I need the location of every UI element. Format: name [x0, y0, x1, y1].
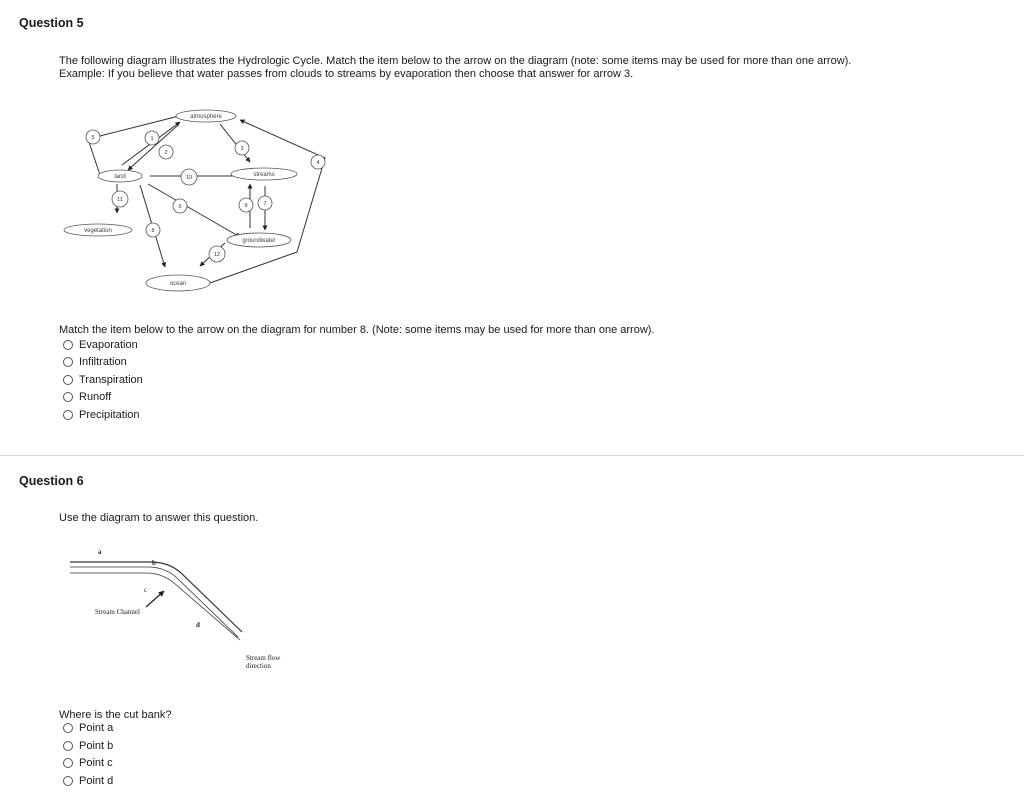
q6-prompt: Use the diagram to answer this question. — [59, 512, 259, 524]
q5-option-transpiration[interactable] — [63, 372, 143, 388]
radio-button[interactable] — [63, 776, 73, 786]
q6-option-point-a[interactable] — [63, 720, 113, 736]
point-b-label: b — [152, 559, 156, 567]
hydrologic-cycle-diagram — [60, 100, 350, 300]
option-label: Point c — [79, 757, 113, 769]
radio-button[interactable] — [63, 758, 73, 768]
radio-button[interactable] — [63, 410, 73, 420]
arrow-label-5: 5 — [91, 135, 95, 141]
radio-button[interactable] — [63, 375, 73, 385]
arrow-5 — [88, 115, 183, 175]
q5-option-precipitation[interactable] — [63, 407, 140, 423]
question-6-title: Question 6 — [19, 474, 84, 488]
q5-prompt-line1: The following diagram illustrates the Hydrologic Cycle. Match the item below to the arrow on the diagram (note: some items may be used for more than one arrow). — [59, 55, 852, 67]
arrow-label-12: 12 — [213, 252, 221, 258]
arrow-label-3: 3 — [240, 146, 244, 152]
node-atmosphere: atmosphere — [190, 114, 222, 120]
option-label: Evaporation — [79, 339, 138, 351]
q5-option-runoff[interactable] — [63, 389, 111, 405]
option-label: Infiltration — [79, 356, 127, 368]
arrow-label-11: 11 — [117, 197, 123, 203]
q6-option-point-d[interactable] — [63, 773, 113, 789]
radio-button[interactable] — [63, 392, 73, 402]
question-divider — [0, 455, 1024, 456]
option-label: Point d — [79, 775, 114, 787]
q5-option-evaporation[interactable] — [63, 337, 138, 353]
option-label: Transpiration — [79, 374, 143, 386]
q5-match-prompt: Match the item below to the arrow on the diagram for number 8. (Note: some items may be used for more than one arrow). — [59, 324, 655, 336]
arrow-label-9: 9 — [244, 203, 248, 209]
q5-prompt-line2: Example: If you believe that water passes from clouds to streams by evaporation then choose that answer for arrow 3. — [59, 68, 634, 80]
arrow-label-10: 10 — [185, 175, 193, 181]
radio-button[interactable] — [63, 723, 73, 733]
radio-button[interactable] — [63, 340, 73, 350]
arrow-label-2: 2 — [164, 150, 168, 156]
flow-direction-label-2: direction — [246, 662, 271, 670]
q6-option-point-c[interactable] — [63, 755, 113, 771]
question-5-title: Question 5 — [19, 16, 84, 30]
node-vegetation: vegetation — [84, 228, 112, 234]
q6-option-point-b[interactable] — [63, 738, 113, 754]
node-streams: streams — [253, 172, 275, 178]
radio-button[interactable] — [63, 357, 73, 367]
node-land: land — [114, 174, 126, 180]
radio-button[interactable] — [63, 741, 73, 751]
option-label: Runoff — [79, 391, 112, 403]
point-c-label: c — [144, 586, 148, 594]
arrow-label-1: 1 — [150, 136, 154, 142]
node-groundwater: groundwater — [242, 238, 276, 244]
option-label: Point a — [79, 722, 114, 734]
option-label: Precipitation — [79, 409, 140, 421]
arrow-6 — [148, 184, 240, 237]
point-d-label: d — [196, 621, 200, 629]
point-a-label: a — [98, 548, 102, 556]
arrow-label-8: 8 — [151, 228, 155, 234]
flow-direction-label-1: Stream flow — [246, 654, 281, 662]
q6-question: Where is the cut bank? — [59, 709, 172, 721]
arrow-label-4: 4 — [316, 160, 320, 166]
option-label: Point b — [79, 740, 114, 752]
stream-channel-diagram — [60, 540, 300, 680]
stream-channel-label: Stream Channel — [95, 608, 140, 616]
node-ocean: ocean — [169, 281, 187, 287]
arrow-label-7: 7 — [263, 201, 267, 207]
q5-option-infiltration[interactable] — [63, 354, 127, 370]
arrow-label-6: 6 — [178, 204, 182, 210]
